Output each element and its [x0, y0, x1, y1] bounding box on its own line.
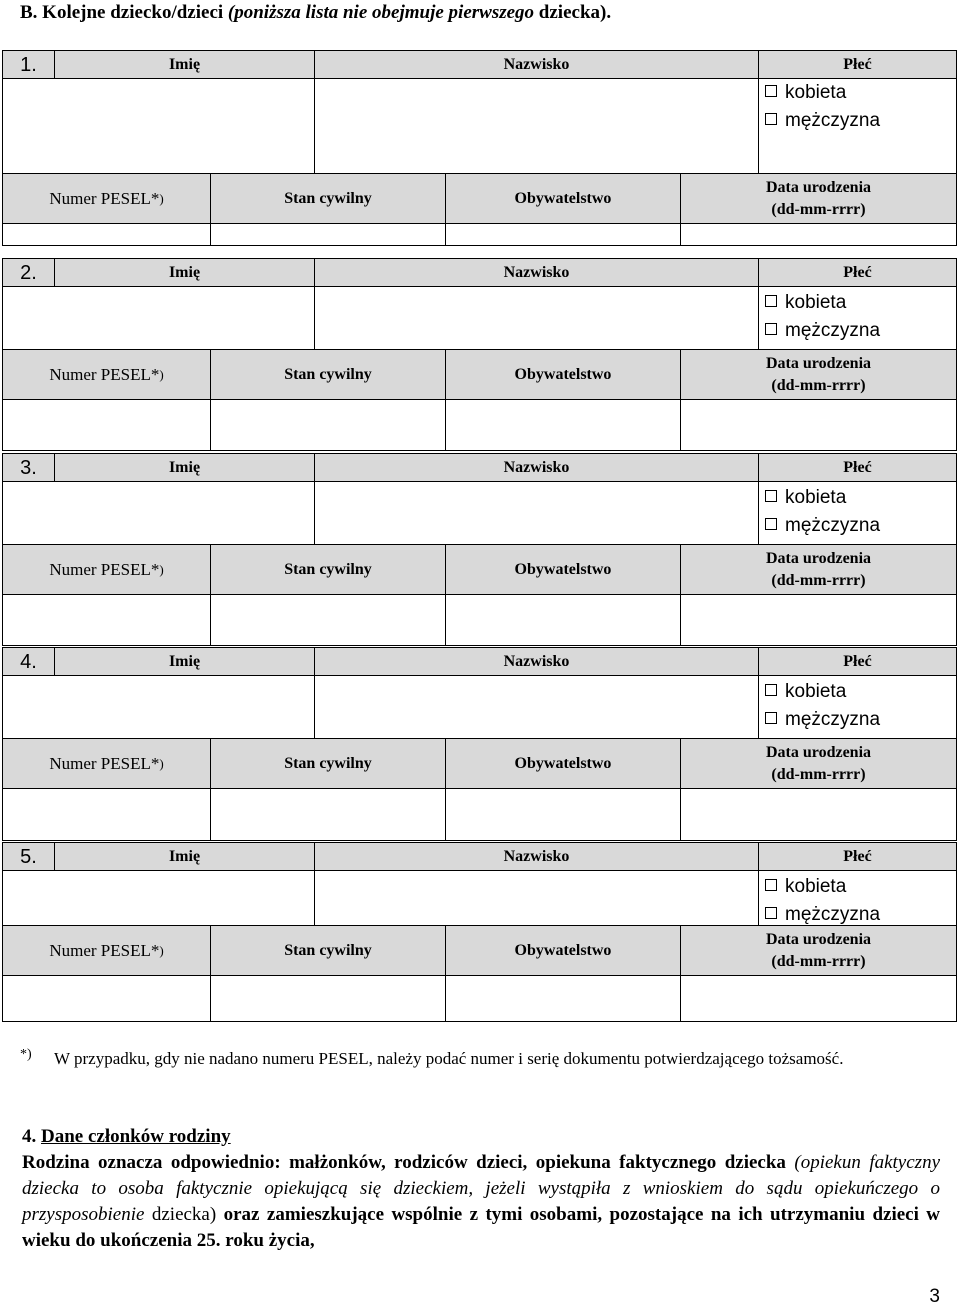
marital-status-field[interactable] [211, 224, 446, 245]
gender-option-female[interactable] [765, 484, 880, 512]
birth-date-label-text [766, 742, 871, 786]
birth-date-title: Data urodzenia [765, 354, 872, 372]
first-name-field[interactable] [3, 287, 315, 349]
female-label: kobieta [785, 82, 847, 103]
first-name-field[interactable] [3, 482, 315, 544]
birth-date-field[interactable] [681, 789, 956, 840]
first-name-field[interactable] [3, 79, 315, 173]
marital-status-label: Stan cywilny [211, 350, 446, 399]
page-number: 3 [929, 1286, 940, 1307]
child-details-row [3, 788, 956, 840]
birth-date-title: Data urodzenia [765, 178, 872, 196]
citizenship-field[interactable] [446, 400, 681, 450]
child-details-row [3, 223, 956, 245]
marital-status-field[interactable] [211, 400, 446, 450]
citizenship-label: Obywatelstwo [446, 926, 681, 975]
last-name-field[interactable] [315, 871, 759, 925]
citizenship-label: Obywatelstwo [446, 739, 681, 788]
first-name-field[interactable] [3, 871, 315, 925]
gender-option-male[interactable] [765, 512, 880, 540]
checkbox-icon[interactable] [765, 907, 777, 919]
last-name-field[interactable] [315, 287, 759, 349]
birth-date-label [681, 739, 956, 788]
birth-date-field[interactable] [681, 224, 956, 245]
child-header-row [3, 843, 956, 870]
first-name-label: Imię [55, 648, 315, 675]
pesel-footnote-mark: ) [159, 366, 164, 382]
checkbox-icon[interactable] [765, 684, 777, 696]
marital-status-field[interactable] [211, 789, 446, 840]
last-name-label: Nazwisko [315, 843, 759, 870]
pesel-field[interactable] [3, 976, 211, 1021]
first-name-label: Imię [55, 259, 315, 286]
gender-option-male[interactable] [765, 317, 880, 345]
guardian-definition-end: dziecka) [144, 1204, 217, 1225]
female-label: kobieta [785, 876, 847, 897]
gender-option-male[interactable] [765, 706, 880, 734]
male-label: mężczyzna [785, 709, 881, 730]
footnote-text: W przypadku, gdy nie nadano numeru PESEL, należy podać numer i serię dokumentu potwierdzającego tożsamość. [54, 1049, 844, 1068]
birth-date-label-text [766, 353, 871, 397]
child-entry [2, 647, 957, 841]
marital-status-label: Stan cywilny [211, 926, 446, 975]
heading-prefix: B. Kolejne dziecko/dzieci [20, 2, 228, 23]
birth-date-format: (dd-mm-rrrr) [771, 376, 866, 394]
child-number: 1. [3, 51, 55, 78]
female-label: kobieta [785, 487, 847, 508]
citizenship-label: Obywatelstwo [446, 545, 681, 594]
pesel-field[interactable] [3, 595, 211, 645]
gender-label: Płeć [843, 847, 872, 865]
citizenship-label: Obywatelstwo [446, 350, 681, 399]
birth-date-title: Data urodzenia [765, 743, 872, 761]
gender-label: Płeć [843, 55, 872, 73]
gender-label: Płeć [843, 458, 872, 476]
citizenship-field[interactable] [446, 789, 681, 840]
section-number: 4. [22, 1126, 41, 1147]
marital-status-label: Stan cywilny [211, 174, 446, 223]
gender-option-male[interactable] [765, 107, 880, 135]
pesel-field[interactable] [3, 400, 211, 450]
birth-date-field[interactable] [681, 976, 956, 1021]
child-details-header-row [3, 544, 956, 594]
gender-options [765, 678, 880, 734]
gender-option-female[interactable] [765, 873, 880, 901]
gender-option-female[interactable] [765, 289, 880, 317]
male-label: mężczyzna [785, 320, 881, 341]
child-entry [2, 453, 957, 646]
birth-date-format: (dd-mm-rrrr) [771, 952, 866, 970]
pesel-field[interactable] [3, 224, 211, 245]
gender-option-male[interactable] [765, 901, 880, 929]
pesel-label-text: Numer PESEL* [49, 364, 160, 384]
first-name-label: Imię [55, 51, 315, 78]
child-header-row [3, 648, 956, 675]
birth-date-title: Data urodzenia [765, 549, 872, 567]
checkbox-icon[interactable] [765, 490, 777, 502]
birth-date-format: (dd-mm-rrrr) [771, 200, 866, 218]
checkbox-icon[interactable] [765, 323, 777, 335]
last-name-label: Nazwisko [315, 454, 759, 481]
pesel-footnote-mark: ) [159, 755, 164, 771]
child-header-row [3, 454, 956, 481]
pesel-label [3, 350, 211, 399]
pesel-label-text: Numer PESEL* [49, 188, 160, 208]
footnote-mark: *) [20, 1047, 32, 1062]
marital-status-field[interactable] [211, 976, 446, 1021]
child-number: 4. [3, 648, 55, 675]
child-details-header-row [3, 349, 956, 399]
gender-option-female[interactable] [765, 678, 880, 706]
child-details-header-row [3, 173, 956, 223]
pesel-label [3, 739, 211, 788]
gender-option-female[interactable] [765, 79, 880, 107]
pesel-field[interactable] [3, 789, 211, 840]
last-name-label: Nazwisko [315, 648, 759, 675]
last-name-field[interactable] [315, 676, 759, 738]
female-label: kobieta [785, 292, 847, 313]
first-name-field[interactable] [3, 676, 315, 738]
checkbox-icon[interactable] [765, 85, 777, 97]
female-label: kobieta [785, 681, 847, 702]
child-number: 2. [3, 259, 55, 286]
birth-date-label-text [766, 177, 871, 221]
checkbox-icon[interactable] [765, 879, 777, 891]
citizenship-field[interactable] [446, 595, 681, 645]
family-definition: Rodzina oznacza odpowiednio: małżonków, rodziców dzieci, opiekuna faktycznego dziecka [22, 1152, 786, 1173]
child-details-row [3, 594, 956, 645]
pesel-label-text: Numer PESEL* [49, 940, 160, 960]
birth-date-label [681, 926, 956, 975]
citizenship-label: Obywatelstwo [446, 174, 681, 223]
child-header-row [3, 51, 956, 78]
last-name-label: Nazwisko [315, 51, 759, 78]
checkbox-icon[interactable] [765, 712, 777, 724]
pesel-label-text: Numer PESEL* [49, 559, 160, 579]
marital-status-label: Stan cywilny [211, 739, 446, 788]
birth-date-label [681, 545, 956, 594]
footnote [20, 1048, 940, 1070]
citizenship-field[interactable] [446, 224, 681, 245]
checkbox-icon[interactable] [765, 113, 777, 125]
checkbox-icon[interactable] [765, 295, 777, 307]
gender-label: Płeć [843, 263, 872, 281]
birth-date-label [681, 174, 956, 223]
child-details-header-row [3, 925, 956, 975]
pesel-footnote-mark: ) [159, 190, 164, 206]
child-details-header-row [3, 738, 956, 788]
birth-date-label-text [766, 548, 871, 592]
birth-date-field[interactable] [681, 400, 956, 450]
section-heading [20, 2, 611, 24]
pesel-footnote-mark: ) [159, 561, 164, 577]
first-name-label: Imię [55, 454, 315, 481]
child-header-row [3, 259, 956, 286]
citizenship-field[interactable] [446, 976, 681, 1021]
child-number: 5. [3, 843, 55, 870]
children-definition: oraz zamieszkujące wspólnie z tymi osobami, pozostające na ich utrzymaniu dzieci w wieku do ukończenia 25. roku życia, [22, 1204, 940, 1251]
guardian-definition: (opiekun faktyczny dziecka to osoba faktycznie opiekującą się dzieckiem, jeżeli wystąpiła z wnioskiem do sądu opiekuńczego o przysposobienie [22, 1152, 940, 1225]
heading-italic: (poniższa lista nie obejmuje pierwszego [227, 2, 535, 23]
marital-status-field[interactable] [211, 595, 446, 645]
child-number: 3. [3, 454, 55, 481]
gender-options [765, 289, 880, 345]
birth-date-title: Data urodzenia [765, 930, 872, 948]
checkbox-icon[interactable] [765, 518, 777, 530]
first-name-label: Imię [55, 843, 315, 870]
male-label: mężczyzna [785, 515, 881, 536]
last-name-field[interactable] [315, 482, 759, 544]
pesel-label [3, 926, 211, 975]
child-details-row [3, 975, 956, 1021]
section-family-members [22, 1124, 940, 1254]
child-entry [2, 842, 957, 1022]
marital-status-label: Stan cywilny [211, 545, 446, 594]
child-details-row [3, 399, 956, 450]
section-title: Dane członków rodziny [41, 1126, 231, 1147]
birth-date-format: (dd-mm-rrrr) [771, 765, 866, 783]
gender-options [765, 484, 880, 540]
birth-date-format: (dd-mm-rrrr) [771, 571, 866, 589]
birth-date-field[interactable] [681, 595, 956, 645]
child-entry [2, 50, 957, 246]
gender-options [765, 873, 880, 929]
pesel-footnote-mark: ) [159, 942, 164, 958]
gender-label: Płeć [843, 652, 872, 670]
pesel-label-text: Numer PESEL* [49, 753, 160, 773]
child-entry [2, 258, 957, 451]
pesel-label [3, 545, 211, 594]
birth-date-label-text [766, 929, 871, 973]
birth-date-label [681, 350, 956, 399]
last-name-label: Nazwisko [315, 259, 759, 286]
gender-options [765, 79, 880, 135]
heading-suffix: dziecka). [534, 2, 612, 23]
male-label: mężczyzna [785, 904, 881, 925]
male-label: mężczyzna [785, 110, 881, 131]
pesel-label [3, 174, 211, 223]
last-name-field[interactable] [315, 79, 759, 173]
